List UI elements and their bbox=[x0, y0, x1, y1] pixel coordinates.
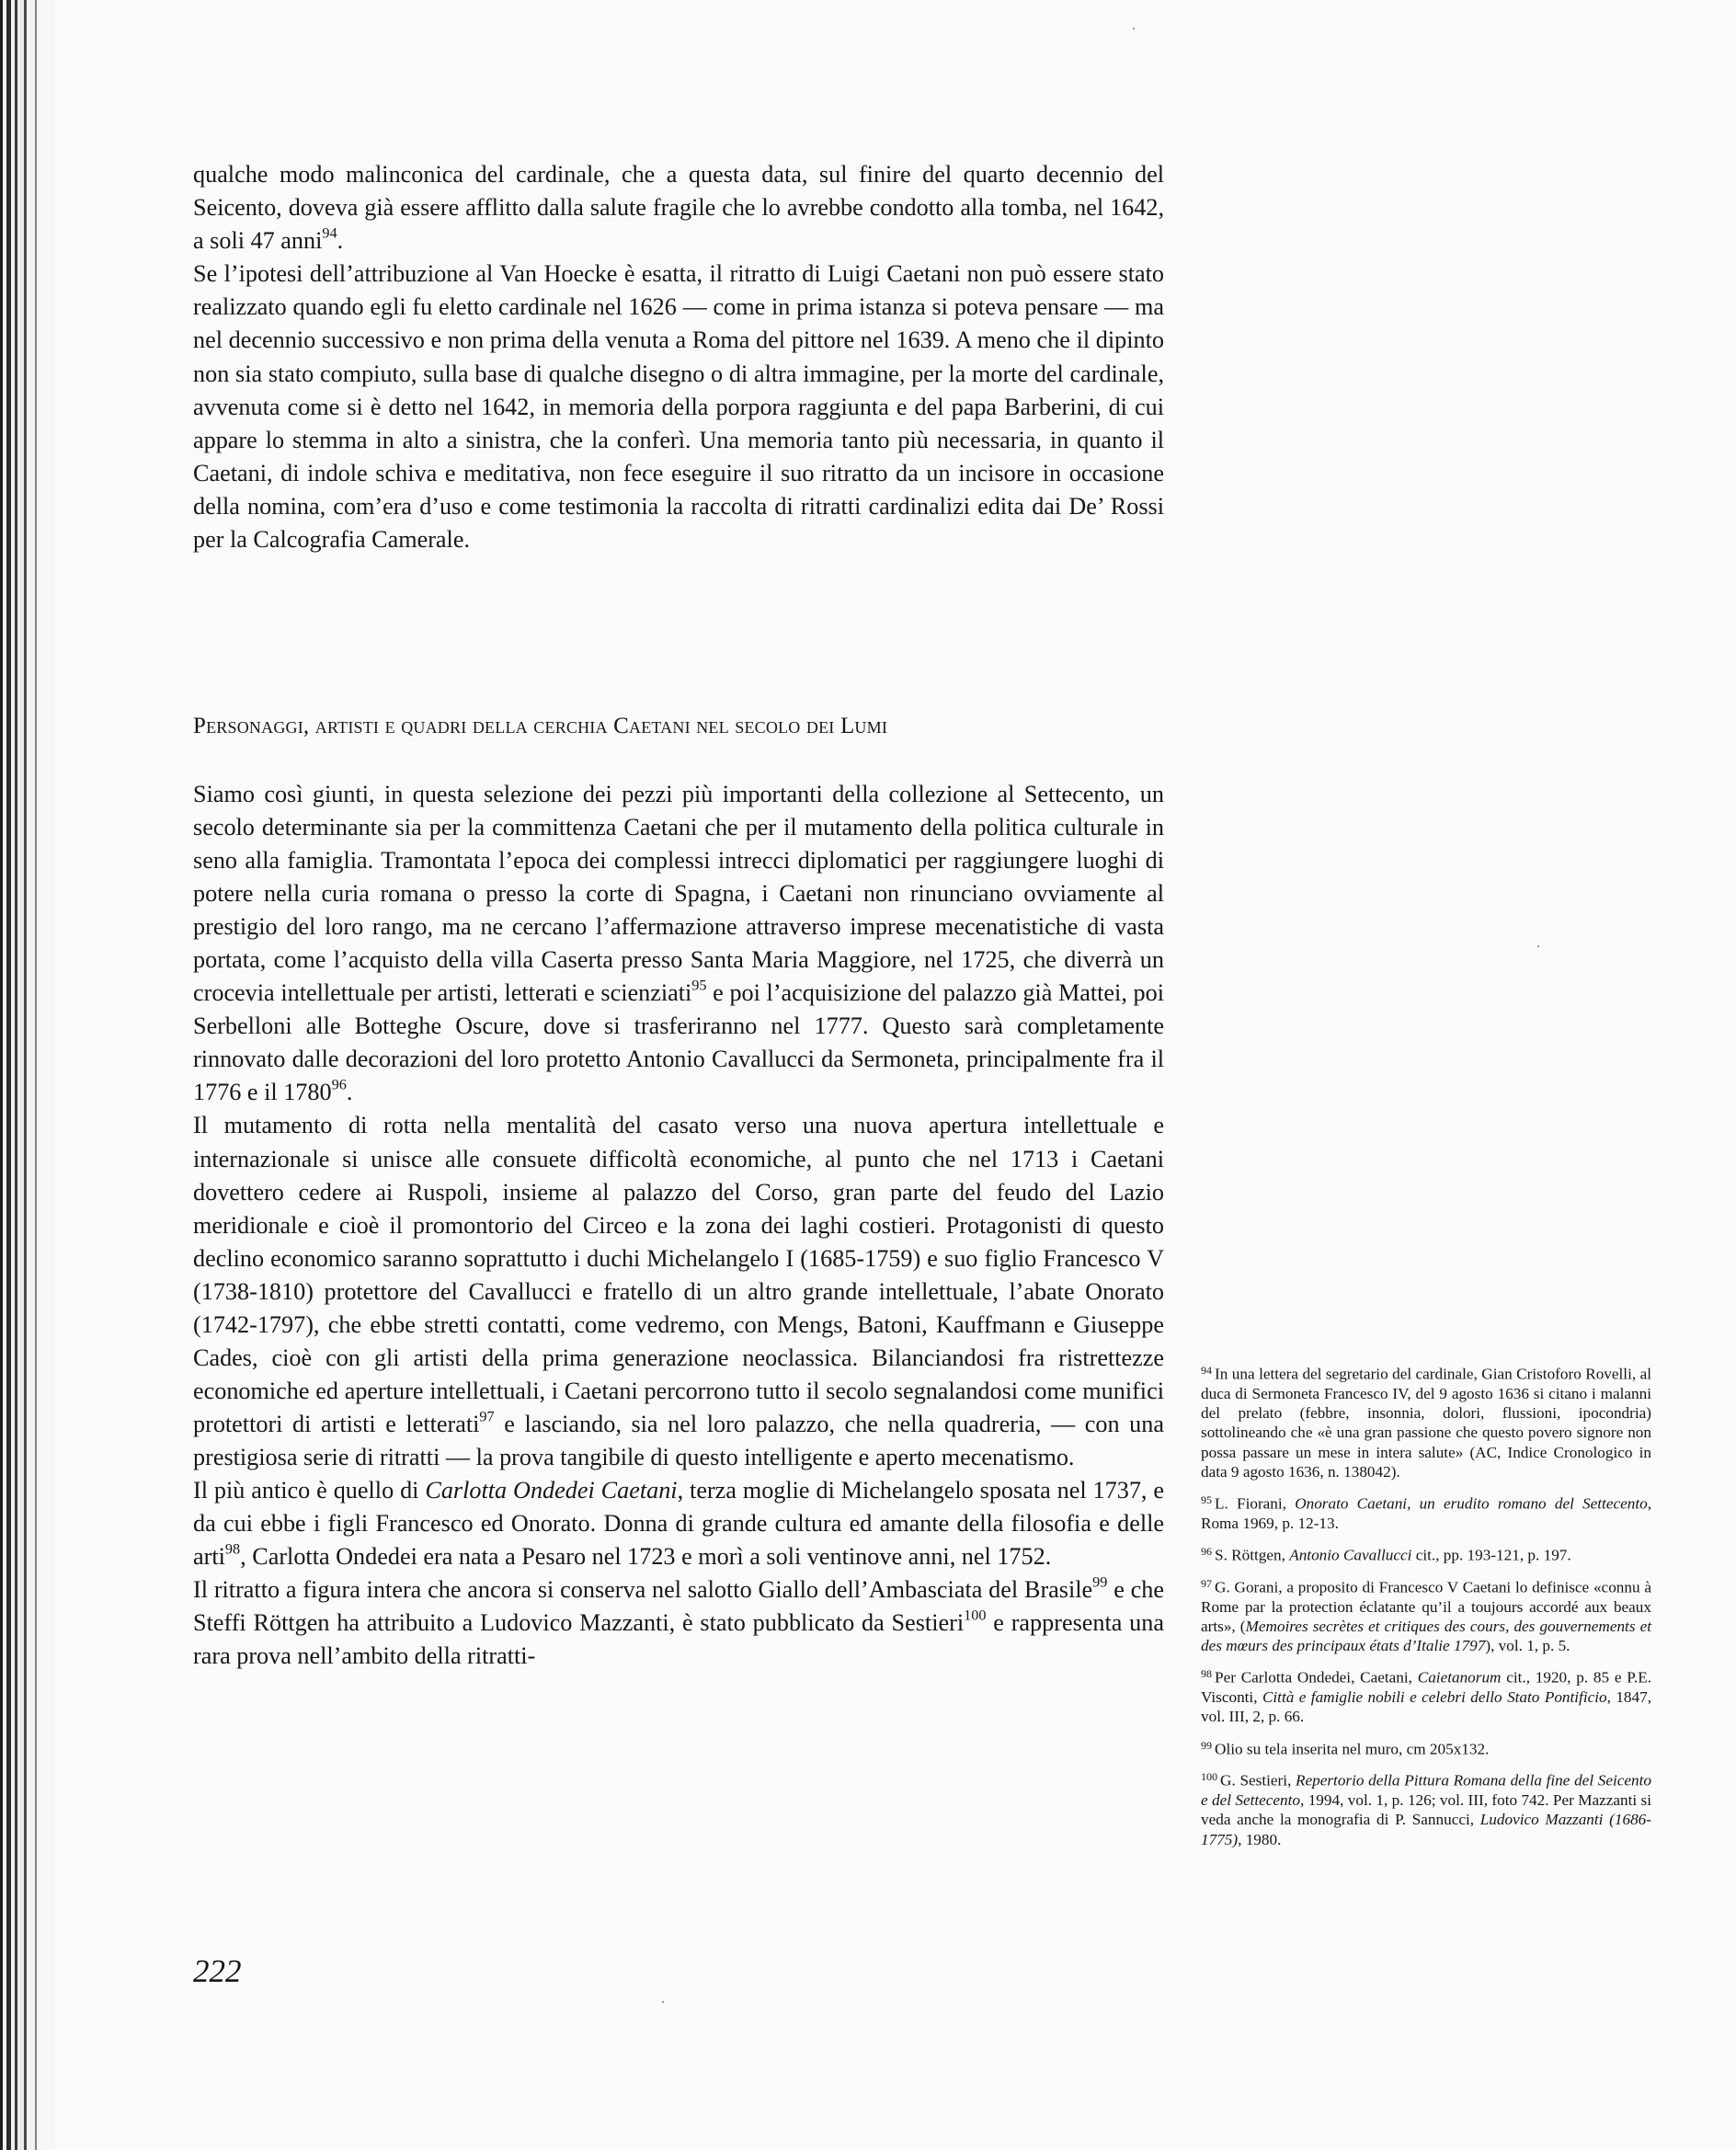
body-paragraph: Il più antico è quello di Carlotta Ondedei Caetani, terza moglie di Michelangelo sposata nel 1737, e da cui ebbe i figli Francesco ed Onorato. Donna di grande cultura ed amante della filosofia e delle arti$^{98}$, Carlotta Ondedei era nata a Pesaro nel 1723 e morì a soli ventinove anni, nel 1752. bbox=[193, 1476, 1164, 1571]
footnote-98: $^{98}$ Per Carlotta Ondedei, Caetani, Caietanorum cit., 1920, p. 85 e P.E. Visconti, Città e famiglie nobili e celebri dello Stato Pontificio, 1847, vol. III, 2, p. 66. bbox=[1201, 1667, 1652, 1726]
intro-paragraph: qualche modo malinconica del cardinale, che a questa data, sul finire del quarto decennio del Seicento, doveva già essere afflitto dalla salute fragile che lo avrebbe condotto alla tomba, nel 1642, a soli 47 anni$^{94}$. bbox=[193, 161, 1164, 255]
footnote-ref-95[interactable]: 95 bbox=[691, 977, 707, 994]
attribution-paragraph: Se l’ipotesi dell’attribuzione al Van Hoecke è esatta, il ritratto di Luigi Caetani non può essere stato realizzato quando egli fu eletto cardinale nel 1626 — come in prima istanza si poteva pensare — ma nel decennio successivo e non prima della venuta a Roma del pittore nel 1639. A meno che il dipinto non sia stato compiuto, sulla base di qualche disegno o di altra immagine, per la morte del cardinale, avvenuta come si è detto nel 1642, in memoria della porpora raggiunta e del papa Barberini, di cui appare lo stemma in alto a sinistra, che la conferì. Una memoria tanto più necessaria, in quanto il Caetani, di indole schiva e meditativa, non fece eseguire il suo ritratto da un incisore in occasione della nomina, com’era d’uso e come testimonia la raccolta di ritratti cardinalizi edita dai De’ Rossi per la Calcografia Camerale. bbox=[193, 260, 1164, 554]
footnotes-column bbox=[1201, 1361, 1651, 1858]
scan-speck bbox=[1537, 945, 1539, 947]
section-text-block bbox=[193, 778, 1164, 1673]
section-heading: Personaggi, artisti e quadri della cerchia Caetani nel secolo dei Lumi bbox=[193, 714, 888, 738]
footnote-99: $^{99}$ Olio su tela inserita nel muro, cm 205x132. bbox=[1201, 1738, 1490, 1758]
body-paragraph: Il mutamento di rotta nella mentalità del casato verso una nuova apertura intellettuale e internazionale si unisce alle consuete difficoltà economiche, al punto che nel 1713 i Caetani dovettero cedere ai Ruspoli, insieme al palazzo del Corso, gran parte del feudo del Lazio meridionale e cioè il promontorio del Circeo e la zona dei laghi costieri. Protagonisti di questo declino economico saranno soprattutto i duchi Michelangelo I (1685-1759) e suo figlio Francesco V (1738-1810) protettore del Cavallucci e fratello di un altro grande intellettuale, l’abate Onorato (1742-1797), che ebbe stretti contatti, come vedremo, con Mengs, Batoni, Kauffmann e Giuseppe Cades, cioè con gli artisti della prima generazione neoclassica. Bilanciandosi fra ristrettezze economiche ed aperture intellettuali, i Caetani percorrono tutto il secolo segnalandosi come munifici protettori di artisti e letterati$^{97}$ e lasciando, sia nel loro palazzo, che nella quadreria, — con una prestigiosa serie di ritratti — la prova tangibile di questo intelligente e aperto mecenatismo. bbox=[193, 1112, 1164, 1470]
intro-text-block bbox=[193, 158, 1164, 556]
footnote-95: $^{95}$ L. Fiorani, Onorato Caetani, un erudito romano del Settecento, Roma 1969, p. 12-13. bbox=[1201, 1493, 1651, 1532]
footnote-ref-97[interactable]: 97 bbox=[479, 1408, 495, 1425]
book-binding-edge bbox=[0, 0, 55, 2150]
footnote-100: $^{100}$ G. Sestieri, Repertorio della Pittura Romana della fine del Seicento e del Settecento, 1994, vol. 1, p. 126; vol. III, foto 742. Per Mazzanti si veda anche la monografia di P. Sannucci, Ludovico Mazzanti (1686- 1775), 1980. bbox=[1201, 1770, 1651, 1848]
footnote-ref-96[interactable]: 96 bbox=[331, 1076, 347, 1093]
footnote-97: $^{97}$ G. Gorani, a proposito di Francesco V Caetani lo definisce «connu à Rome par la protection éclatante qu’il a toujours accordé aux beaux arts», (Memoires secrètes et critiques des cours, des gouvernements et des mœurs des principaux états d’Italie 1797), vol. 1, p. 5. bbox=[1201, 1576, 1651, 1655]
body-paragraph: Il ritratto a figura intera che ancora si conserva nel salotto Giallo dell’Ambasciata del Brasile$^{99}$ e che Steffi Röttgen ha attribuito a Ludovico Mazzanti, è stato pubblicato da Sestieri$^{100}$ e rappresenta una rara prova nell’ambito della ritratti- bbox=[193, 1573, 1165, 1670]
body-paragraph: Siamo così giunti, in questa selezione dei pezzi più importanti della collezione al Settecento, un secolo determinante sia per la committenza Caetani che per il mutamento della politica culturale in seno alla famiglia. Tramontata l’epoca dei complessi intrecci diplomatici per raggiungere luoghi di potere nella curia romana o presso la corte di Spagna, i Caetani non rinunciano ovviamente al prestigio del loro rango, ma ne cercano l’affermazione attraverso imprese mecenatistiche di vasta portata, come l’acquisto della villa Caserta presso Santa Maria Maggiore, nel 1725, che diverrà un crocevia intellettuale per artisti, letterati e scienziati$^{95}$ e poi l’acquisizione del palazzo già Mattei, poi Serbelloni alle Botteghe Oscure, dove si trasferiranno nel 1777. Questo sarà completamente rinnovato dalle decorazioni del loro protetto Antonio Cavallucci da Sermoneta, principalmente fra il 1776 e il 1780$^{96}$. bbox=[193, 781, 1164, 1106]
footnote-ref-99[interactable]: 99 bbox=[1092, 1573, 1108, 1591]
footnote-96: $^{96}$ S. Röttgen, Antonio Cavallucci cit., pp. 193-121, p. 197. bbox=[1201, 1545, 1571, 1564]
page-number: 222 bbox=[193, 1953, 242, 1989]
portrait-title: Carlotta Ondedei Caetani bbox=[425, 1476, 678, 1504]
footnote-ref-98[interactable]: 98 bbox=[224, 1540, 241, 1558]
scan-speck bbox=[662, 2001, 664, 2003]
footnote-ref-94[interactable]: 94 bbox=[322, 224, 337, 242]
scan-speck bbox=[1133, 28, 1135, 29]
footnote-ref-100[interactable]: 100 bbox=[964, 1607, 987, 1624]
footnote-94: $^{94}$ In una lettera del segretario del cardinale, Gian Cristoforo Rovelli, al duca di Sermoneta Francesco IV, del 9 agosto 1636 si citano i malanni del prelato (febbre, insonnia, dolori, flussioni, ipocondria) sottolineando che «è una gran passione che questo povero signore non possa passare un mese in intera salute» (AC, Indice Cronologico in data 9 agosto 1636, n. 138042). bbox=[1201, 1364, 1651, 1481]
